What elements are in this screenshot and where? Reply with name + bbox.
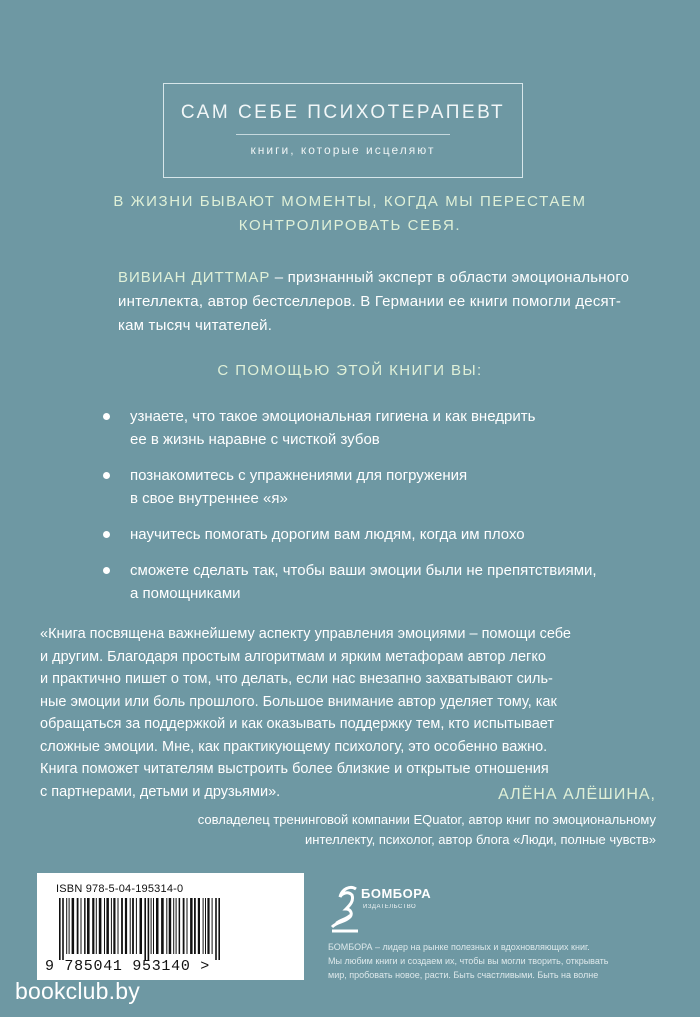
publisher-sub: ИЗДАТЕЛЬСТВО	[363, 904, 417, 910]
isbn-label: ISBN 978-5-04-195314-0	[56, 883, 184, 895]
bullet-dot-icon	[103, 413, 110, 420]
barcode-bar	[96, 898, 97, 954]
intro-text: – признанный эксперт в области эмоционального	[270, 269, 630, 286]
intro-line	[118, 266, 660, 290]
barcode-bar	[161, 898, 164, 954]
quote-line: обращаться за поддержкой и как оказывать поддержку тем, кто испытывает	[40, 716, 555, 732]
headline-line: КОНТРОЛИРОВАТЬ СЕБЯ.	[238, 217, 462, 234]
quote-line: и другим. Благодаря простым алгоритмам и ярким метафорам автор легко	[40, 648, 546, 665]
barcode-bars	[57, 898, 282, 960]
barcode-bar	[125, 898, 127, 954]
barcode-bar	[151, 898, 152, 954]
barcode-bar	[87, 898, 90, 954]
barcode-bar	[118, 898, 119, 954]
barcode-bar	[218, 898, 220, 960]
barcode-bar	[190, 898, 193, 954]
intro-line: кам тысяч читателей.	[118, 317, 273, 334]
barcode-bar	[69, 898, 70, 954]
barcode-bar	[176, 898, 177, 954]
barcode-bar	[121, 898, 123, 954]
barcode-number: 9 785041 953140 >	[45, 958, 210, 975]
author-name: ВИВИАН ДИТТМАР	[118, 269, 271, 286]
barcode-bar	[203, 898, 204, 954]
barcode-bar	[77, 898, 79, 954]
barcode-bar	[62, 898, 64, 960]
barcode-bar	[132, 898, 134, 954]
barcode-bar	[72, 898, 75, 954]
barcode-bar	[173, 898, 174, 954]
barcode-bar	[66, 898, 67, 954]
barcode-bar	[99, 898, 102, 954]
barcode-bar	[179, 898, 181, 954]
quote-line: Книга поможет читателям выстроить более близкие и открытые отношения	[40, 761, 549, 777]
headline	[60, 190, 640, 238]
list-item: научитесь помогать дорогим вам людям, когда им плохо	[130, 523, 660, 546]
barcode-bar	[215, 898, 217, 960]
headline-line: В ЖИЗНИ БЫВАЮТ МОМЕНТЫ, КОГДА МЫ ПЕРЕСТАЕМ	[113, 193, 587, 210]
author-intro	[118, 266, 660, 338]
barcode-bar	[205, 898, 206, 954]
barcode-bar	[59, 898, 61, 960]
barcode-bar	[156, 898, 159, 954]
publisher-description: БОМБОРА – лидер на рынке полезных и вдохновляющих книг. Мы любим книги и создаем их, чтобы вы могли творить, открывать мир, пробовать новое, расти. Быть счастливыми. Быть на волне	[328, 942, 609, 980]
barcode-bar	[144, 898, 146, 960]
barcode-bar	[111, 898, 112, 954]
list-item: узнаете, что такое эмоциональная гигиена и как внедрить ее в жизнь наравне с чисткой зубов	[130, 405, 660, 451]
quote-line: ные эмоции или боль прошлого. Большое внимание автор уделяет тому, как	[40, 693, 557, 710]
barcode-bar	[81, 898, 82, 954]
barcode-bar	[153, 898, 154, 954]
barcode-bar	[183, 898, 185, 954]
barcode-bar	[187, 898, 188, 954]
barcode-bar	[148, 898, 150, 960]
barcode-bar	[130, 898, 131, 954]
barcode-bar	[140, 898, 143, 954]
quote-line: сложные эмоции. Мне, как практикующему психологу, это особенно важно.	[40, 738, 548, 755]
quote-author: АЛЁНА АЛЁШИНА,	[498, 786, 656, 803]
barcode-bar	[92, 898, 94, 954]
series-divider	[236, 134, 450, 135]
quote-line: с партнерами, детьми и друзьями».	[40, 783, 281, 800]
quote-line: «Книга посвящена важнейшему аспекту управления эмоциями – помощи себе	[40, 626, 571, 642]
list-item: сможете сделать так, чтобы ваши эмоции были не препятствиями, а помощниками	[130, 559, 660, 605]
list-item: познакомитесь с упражнениями для погружения в свое внутреннее «я»	[130, 464, 660, 510]
barcode-bar	[198, 898, 200, 954]
publisher-name: БОМБОРА	[361, 886, 432, 901]
barcode	[37, 873, 304, 980]
benefits-heading: С ПОМОЩЬЮ ЭТОЙ КНИГИ ВЫ:	[217, 362, 483, 379]
barcode-bar	[104, 898, 105, 954]
site-watermark: bookclub.by	[15, 978, 140, 1004]
benefits-list	[130, 405, 660, 618]
series-box	[163, 83, 523, 178]
barcode-bar	[113, 898, 115, 954]
quote-credit: совладелец тренинговой компании EQuator, автор книг по эмоциональному интеллекту, психолог, автор блога «Люди, полные чувств»	[197, 812, 656, 847]
series-title: САМ СЕБЕ ПСИХОТЕРАПЕВТ	[180, 102, 506, 123]
bullet-dot-icon	[103, 567, 110, 574]
barcode-bar	[194, 898, 196, 954]
review-quote	[40, 623, 656, 803]
barcode-bar	[212, 898, 213, 954]
bullet-dot-icon	[103, 472, 110, 479]
series-subtitle: книги, которые исцеляют	[250, 143, 436, 157]
intro-line: интеллекта, автор бестселлеров. В Германии ее книги помогли десят-	[118, 293, 622, 310]
barcode-bar	[166, 898, 167, 954]
bullet-dot-icon	[103, 531, 110, 538]
barcode-bar	[169, 898, 172, 954]
barcode-bar	[84, 898, 86, 954]
barcode-bar	[106, 898, 109, 954]
barcode-bar	[136, 898, 137, 954]
barcode-bar	[207, 898, 209, 954]
quote-line: и практично пишет о том, что делать, если нас внезапно захватывают силь-	[40, 671, 553, 687]
